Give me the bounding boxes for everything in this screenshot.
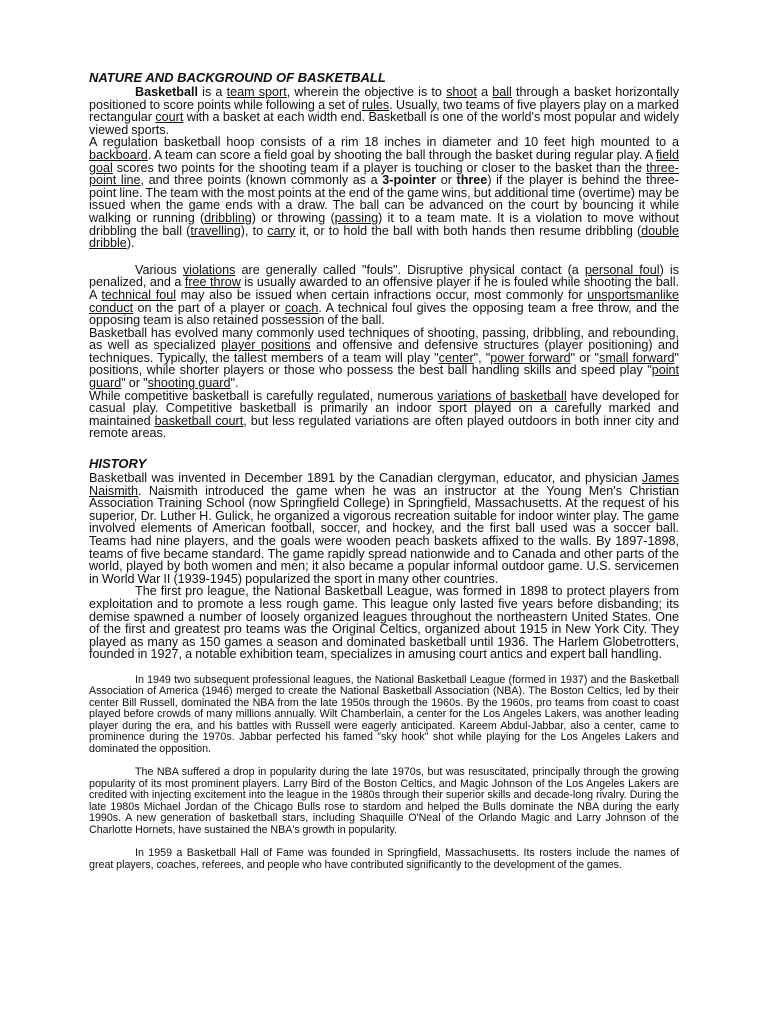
document-page xyxy=(89,64,679,871)
term-3-pointer: 3-pointer xyxy=(382,173,437,188)
link-rules[interactable]: rules xyxy=(361,97,390,112)
link-field-goal[interactable]: field goal xyxy=(89,147,679,175)
link-three-point-line[interactable]: three-point line xyxy=(89,160,679,188)
link-carry[interactable]: carry xyxy=(267,223,296,238)
link-center[interactable]: center xyxy=(438,350,474,365)
link-free-throw[interactable]: free throw xyxy=(184,275,241,290)
link-double-dribble[interactable]: double dribble xyxy=(89,223,679,251)
section-heading-nature: NATURE AND BACKGROUND OF BASKETBALL xyxy=(89,70,386,85)
paragraph-spacer xyxy=(89,440,679,456)
paragraph-variations: While competitive basketball is carefully regulated, numerous variations of basketball have developed for casual play. Competitive basketball is primarily an indoor sport played on a carefully marked and maintained basketball court, but less regulated variations are often played outdoors in both inner city and remote areas. xyxy=(89,388,680,441)
link-power-forward[interactable]: power forward xyxy=(490,350,571,365)
paragraph-spacer xyxy=(89,250,679,264)
paragraph-history-hall-of-fame: In 1959 a Basketball Hall of Fame was founded in Springfield, Massachusetts. Its rosters include the names of great players, coaches, referees, and people who have contributed significantly to the development of the games. xyxy=(89,847,679,871)
paragraph-history-first-pro-league: The first pro league, the National Basketball League, was formed in 1898 to protect players from exploitation and to promote a less rough game. This league only lasted five years before disbanding; its demise spawned a number of loosely organized leagues throughout the northeastern United States. One of the first and greatest pro teams was the Original Celtics, organized about 1915 in New York City. They played as many as 150 games a season and dominated basketball until 1936. The Harlem Globetrotters, founded in 1927, a notable exhibition team, specializes in amusing court antics and expert ball handling. xyxy=(89,584,679,662)
link-small-forward[interactable]: small forward xyxy=(599,350,675,365)
link-dribbling[interactable]: dribbling xyxy=(204,210,252,225)
link-technical-foul[interactable]: technical foul xyxy=(101,287,177,302)
paragraph-history-nba-revival: The NBA suffered a drop in popularity during the late 1970s, but was resuscitated, principally through the growing popularity of its most prominent players. Larry Bird of the Boston Celtics, and Magic Johnson of the Los Angeles Lakers are credited with injecting excitement into the league in the 1980s through their superior skills and decade-long rivalry. During the late 1980s Michael Jordan of the Chicago Bulls rose to stardom and helped the Bulls dominate the NBA during the early 1990s. A new generation of basketball stars, including Shaquille O'Neal of the Orlando Magic and Larry Johnson of the Charlotte Hornets, have sustained the NBA's growth in popularity. xyxy=(89,766,679,836)
paragraph-history-invention: Basketball was invented in December 1891 by the Canadian clergyman, educator, and physician James Naismith. Naismith introduced the game when he was an instructor at the Young Men's Christian Association Training School (now Springfield College) in Springfield, Massachusetts. At the request of his superior, Dr. Luther H. Gulick, he organized a vigorous recreation suitable for indoor winter play. The game involved elements of American football, soccer, and hockey, and the first ball used was a soccer ball. Teams had nine players, and the goals were wooden peach baskets affixed to the walls. By 1897-1898, teams of five became standard. The game rapidly spread nationwide and to Canada and other parts of the world, played by both women and men; it also became a popular informal outdoor game. U.S. servicemen in World War II (1939-1945) popularized the sport in many other countries. xyxy=(89,471,679,586)
link-shoot[interactable]: shoot xyxy=(446,85,477,99)
link-passing[interactable]: passing xyxy=(334,210,379,225)
link-basketball-court[interactable]: basketball court xyxy=(154,413,244,428)
paragraph-history-nba-formation: In 1949 two subsequent professional leagues, the National Basketball League (formed in 1937) and the Basketball Association of America (1946) merged to create the National Basketball Association (NBA). The Boston Celtics, led by their center Bill Russell, dominated the NBA from the late 1950s through the 1960s. By the 1960s, pro teams from coast to coast played before crowds of many millions annually. Wilt Chamberlain, a center for the Los Angeles Lakers, was another leading player during the era, and his battles with Russell were eagerly anticipated. Kareem Abdul-Jabbar, also a center, came to prominence during the 1970s. Jabbar perfected his famed "sky hook" shot while playing for the Los Angeles Lakers and dominated the opposition. xyxy=(89,673,679,755)
paragraph-techniques-positions: Basketball has evolved many commonly used techniques of shooting, passing, dribbling, and rebounding, as well as specialized player positions and offensive and defensive structures (player positioning) and techniques. Typically, the tallest members of a team will play "center", "power forward" or "small forward" positions, while shorter players or those who possess the best ball handling skills and speed play "point guard" or "shooting guard". xyxy=(89,325,680,391)
link-personal-foul[interactable]: personal foul xyxy=(584,262,660,277)
link-unsportsmanlike-conduct[interactable]: unsportsmanlike conduct xyxy=(89,287,679,315)
link-point-guard[interactable]: point guard xyxy=(89,363,679,391)
paragraph-violations: Various violations are generally called "fouls". Disruptive physical contact (a personal foul) is penalized, and a free throw is usually awarded to an offensive player if he is fouled while shooting the ball. A technical foul may also be issued when certain infractions occur, most commonly for unsportsmanlike conduct on the part of a player or coach. A technical foul gives the opposing team a free throw, and the opposing team is also retained possession of the ball. xyxy=(89,262,679,328)
link-shooting-guard[interactable]: shooting guard xyxy=(147,376,231,391)
paragraph-spacer xyxy=(89,661,679,675)
link-player-positions[interactable]: player positions xyxy=(221,338,311,353)
paragraph-regulation-hoop: A regulation basketball hoop consists of a rim 18 inches in diameter and 10 feet high mounted to a backboard. A team can score a field goal by shooting the ball through the basket during regular play. A field goal scores two points for the shooting team if a player is touching or closer to the basket than the three-point line, and three points (known commonly as a 3-pointer or three) if the player is behind the three-point line. The team with the most points at the end of the game wins, but additional time (overtime) may be issued when the game ends with a draw. The ball can be advanced on the court by bouncing it while walking or running (dribbling) or throwing (passing) it to a team mate. It is a violation to move without dribbling the ball (travelling), to carry it, or to hold the ball with both hands then resume dribbling (double dribble). xyxy=(89,135,680,251)
link-coach[interactable]: coach xyxy=(284,300,319,315)
link-court[interactable]: court xyxy=(155,110,184,125)
link-james-naismith[interactable]: James Naismith xyxy=(89,471,679,498)
link-travelling[interactable]: travelling xyxy=(190,223,241,238)
link-violations[interactable]: violations xyxy=(182,262,236,277)
link-team-sport[interactable]: team sport xyxy=(226,85,287,99)
link-variations-of-basketball[interactable]: variations of basketball xyxy=(437,388,567,403)
link-backboard[interactable]: backboard xyxy=(89,147,148,162)
section-heading-history: HISTORY xyxy=(89,456,147,472)
term-basketball: Basketball xyxy=(135,85,198,99)
term-three: three xyxy=(456,173,488,188)
link-ball[interactable]: ball xyxy=(492,85,512,99)
paragraph-basketball-intro: Basketball is a team sport, wherein the objective is to shoot a ball through a basket horizontally positioned to score points while following a set of rules. Usually, two teams of five players play on a marked rectangular court with a basket at each width end. Basketball is one of the world's most popular and widely viewed sports. xyxy=(89,85,679,137)
